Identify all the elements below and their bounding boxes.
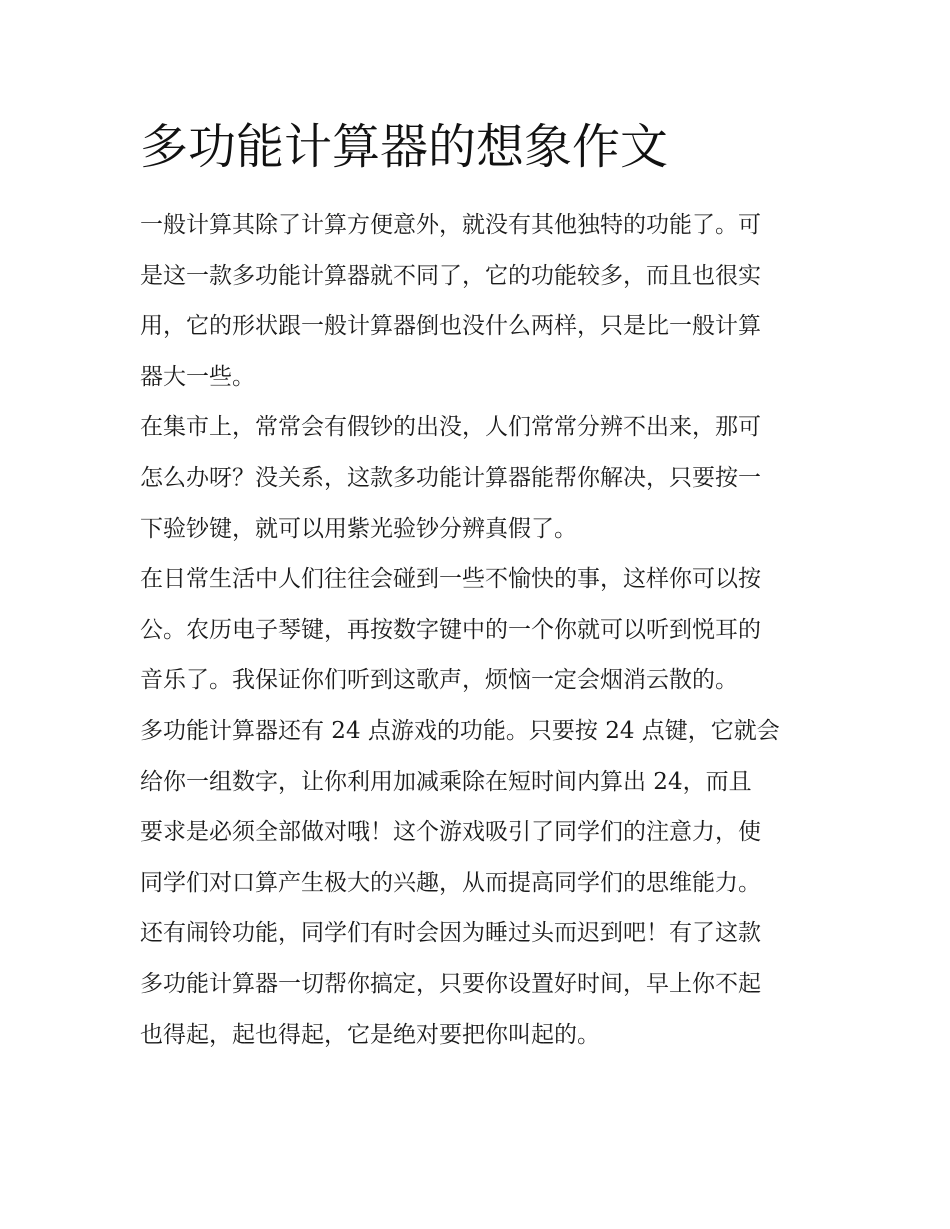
- text-line: 用，它的形状跟一般计算器倒也没什么两样，只是比一般计算: [140, 313, 761, 340]
- text-line: 一般计算其除了计算方便意外，就没有其他独特的功能了。可: [140, 212, 761, 238]
- text-line: 要求是必须全部做对哦！这个游戏吸引了同学们的注意力，使: [140, 819, 761, 846]
- text-line: 是这一款多功能计算器就不同了，它的功能较多，而且也很实: [140, 262, 761, 289]
- text-line: 多功能计算器一切帮你搞定，只要你设置好时间，早上你不起: [140, 970, 761, 997]
- text-line: 也得起，起也得起，它是绝对要把你叫起的。: [140, 1021, 600, 1048]
- text-line: 器大一些。: [140, 363, 255, 390]
- text-line: 同学们对口算产生极大的兴趣，从而提高同学们的思维能力。: [140, 869, 761, 896]
- text-line: 给你一组数字，让你利用加减乘除在短时间内算出 24，而且: [140, 768, 752, 795]
- document-body: [140, 200, 820, 1060]
- text-line: 在集市上，常常会有假钞的出没，人们常常分辨不出来，那可: [140, 414, 761, 441]
- text-line: 下验钞键，就可以用紫光验钞分辨真假了。: [140, 515, 577, 542]
- text-line: 还有闹铃功能，同学们有时会因为睡过头而迟到吧！有了这款: [140, 920, 761, 947]
- text-line: 多功能计算器还有 24 点游戏的功能。只要按 24 点键，它就会: [140, 717, 780, 744]
- text-line: 音乐了。我保证你们听到这歌声，烦恼一定会烟消云散的。: [140, 667, 738, 694]
- text-line: 公。农历电子琴键，再按数字键中的一个你就可以听到悦耳的: [140, 616, 761, 643]
- document-title: 多功能计算器的想象作文: [140, 119, 669, 175]
- text-line: 在日常生活中人们往往会碰到一些不愉快的事，这样你可以按: [140, 566, 761, 593]
- text-line: 怎么办呀？没关系，这款多功能计算器能帮你解决，只要按一: [140, 464, 761, 491]
